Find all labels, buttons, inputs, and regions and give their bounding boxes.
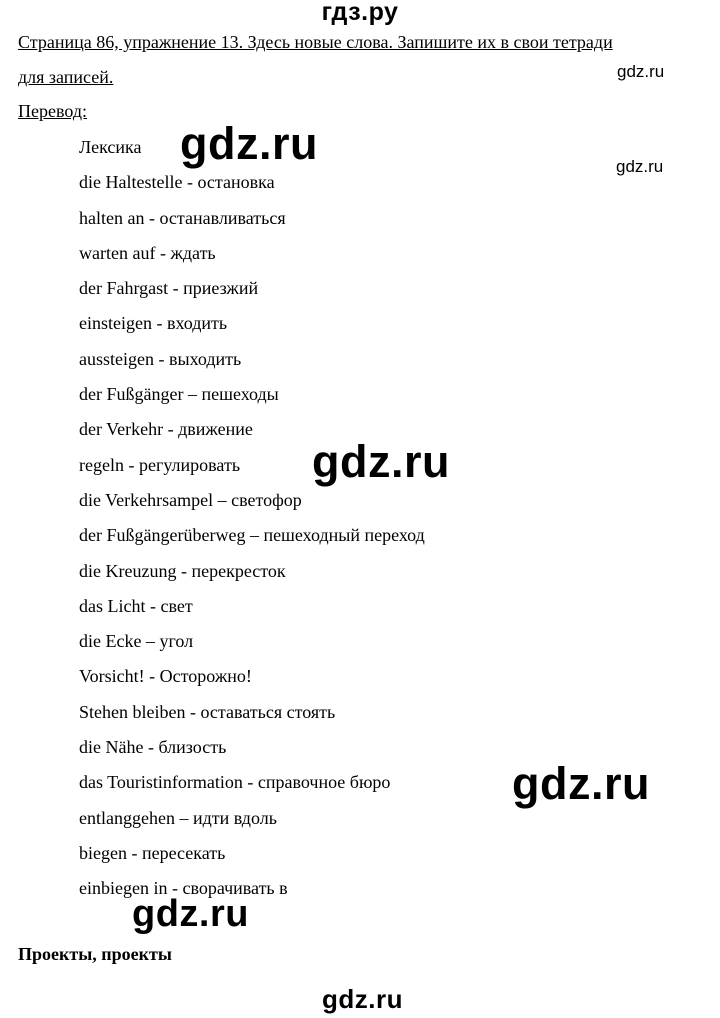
watermark-small: gdz.ru — [616, 157, 664, 176]
watermark-large: gdz.ru — [512, 758, 650, 809]
watermark-large: gdz.ru — [312, 436, 450, 487]
vocabulary-title: Лексика — [79, 137, 142, 157]
vocab-item: warten auf - ждать — [79, 242, 216, 263]
vocabulary-list — [79, 134, 425, 911]
vocab-item: der Verkehr - движение — [79, 419, 253, 440]
vocab-item: entlanggehen – идти вдоль — [79, 807, 277, 828]
vocab-item: Vorsicht! - Осторожно! — [79, 666, 252, 687]
section-title: Проекты, проекты — [18, 944, 172, 964]
vocab-item: die Haltestelle - остановка — [79, 172, 275, 193]
vocab-item: das Licht - свет — [79, 595, 193, 616]
vocab-item: biegen - пересекать — [79, 842, 226, 863]
watermark-medium: gdz.ru — [132, 893, 249, 935]
vocab-item: die Verkehrsampel – светофор — [79, 489, 302, 510]
watermark-footer: gdz.ru — [322, 984, 403, 1014]
translation-label: Перевод: — [18, 101, 87, 121]
vocab-item: regeln - регулировать — [79, 454, 241, 475]
vocab-item: die Kreuzung - перекресток — [79, 560, 286, 581]
vocab-item: der Fahrgast - приезжий — [79, 278, 259, 299]
site-title: гдз.ру — [321, 0, 399, 26]
vocab-item: halten an - останавливаться — [79, 207, 286, 228]
vocab-item: die Nähe - близость — [79, 737, 227, 758]
watermark-large: gdz.ru — [180, 118, 318, 169]
vocab-item: der Fußgänger – пешеходы — [79, 384, 279, 405]
watermark-small: gdz.ru — [617, 62, 665, 81]
vocab-item: der Fußgängerüberweg – пешеходный переход — [79, 525, 425, 546]
exercise-heading-line-1: Страница 86, упражнение 13. Здесь новые слова. Запишите их в свои тетради — [18, 32, 613, 52]
vocab-item: einbiegen in - сворачивать в — [79, 878, 288, 899]
vocab-item: einsteigen - входить — [79, 313, 228, 334]
exercise-heading-line-2: для записей. — [18, 67, 114, 87]
vocab-item: das Touristinformation - справочное бюро — [79, 772, 391, 793]
vocab-item: die Ecke – угол — [79, 631, 194, 652]
vocab-item: Stehen bleiben - оставаться стоять — [79, 701, 336, 722]
vocab-item: aussteigen - выходить — [79, 348, 242, 369]
